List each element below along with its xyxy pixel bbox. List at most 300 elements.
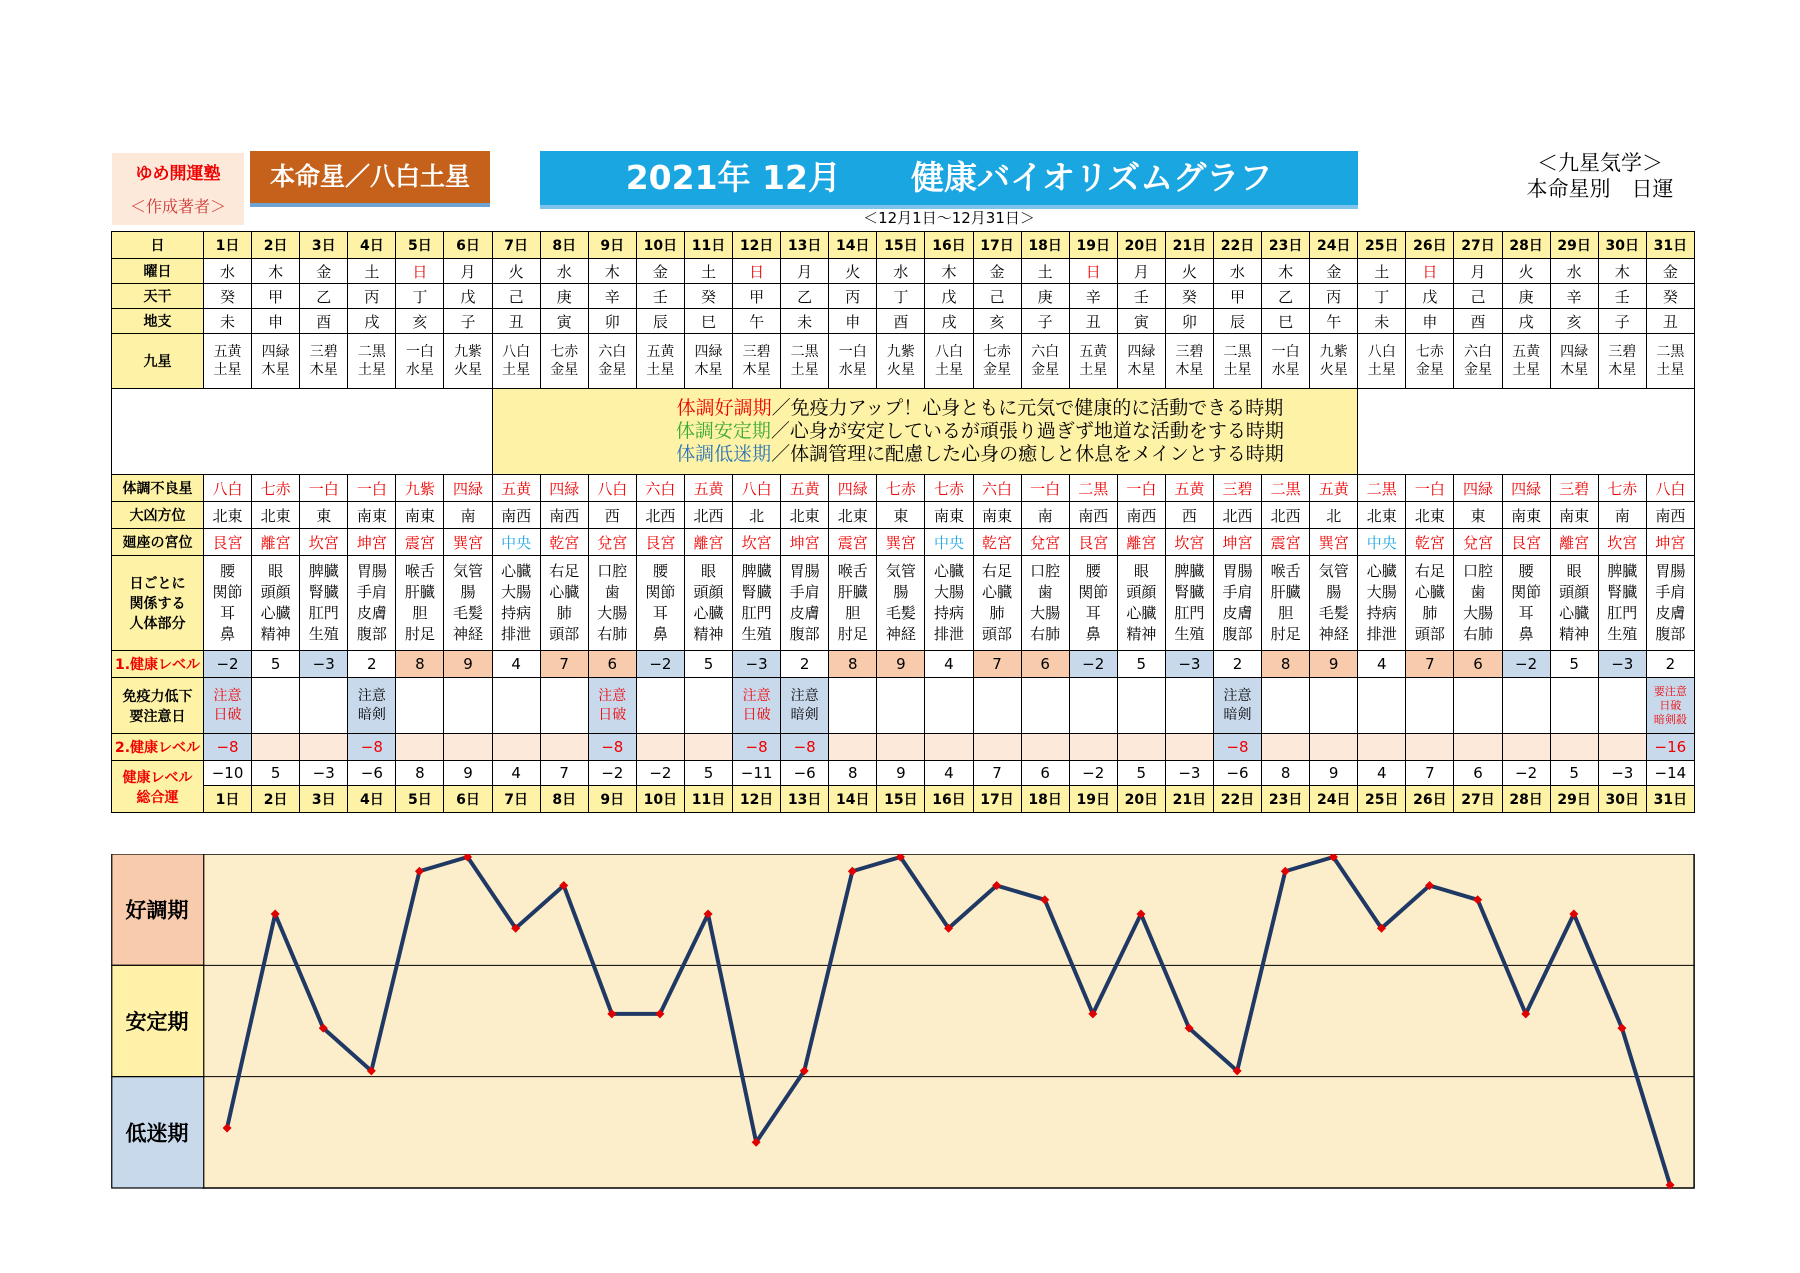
level2-cell bbox=[1502, 734, 1550, 761]
kyusei-cell bbox=[733, 334, 781, 389]
level1-cell: 4 bbox=[1358, 651, 1406, 678]
kyusei-bottom: 水星 bbox=[1271, 362, 1300, 378]
body-part: 大腸 bbox=[1366, 583, 1397, 601]
body-part: 肘足 bbox=[404, 625, 435, 643]
body-part: 鼻 bbox=[1085, 625, 1101, 643]
level1-cell: 9 bbox=[444, 651, 492, 678]
chishi-cell: 丑 bbox=[1646, 309, 1694, 334]
level1-cell: −2 bbox=[204, 651, 252, 678]
kyusei-top: 五黄 bbox=[646, 344, 675, 360]
day-footer: 3日 bbox=[300, 786, 348, 813]
total-cell: 8 bbox=[829, 761, 877, 786]
total-cell: 8 bbox=[1262, 761, 1310, 786]
row-label-level1: 1.健康レベル bbox=[112, 651, 204, 678]
day-header: 5日 bbox=[396, 232, 444, 259]
kyusei-top: 六白 bbox=[1463, 344, 1492, 360]
kyusei-bottom: 土星 bbox=[213, 362, 242, 378]
body-part-cell bbox=[444, 556, 492, 651]
chishi-cell: 申 bbox=[829, 309, 877, 334]
kyusei-cell bbox=[396, 334, 444, 389]
direction-cell: 北西 bbox=[1262, 502, 1310, 529]
day-header: 11日 bbox=[684, 232, 732, 259]
chishi-cell: 寅 bbox=[1117, 309, 1165, 334]
body-part-cell bbox=[636, 556, 684, 651]
body-part: 腸 bbox=[1326, 583, 1342, 601]
total-cell: 4 bbox=[1358, 761, 1406, 786]
kyusei-top: 二黒 bbox=[790, 344, 819, 360]
data-grid bbox=[111, 231, 1695, 813]
body-part: 生殖 bbox=[1607, 625, 1638, 643]
day-footer: 29日 bbox=[1550, 786, 1598, 813]
weekday-cell: 土 bbox=[1021, 259, 1069, 284]
bad-star-cell: 五黄 bbox=[1165, 475, 1213, 502]
weekday-cell: 木 bbox=[1262, 259, 1310, 284]
body-part: 肛門 bbox=[741, 604, 772, 622]
body-part: 精神 bbox=[260, 625, 291, 643]
immunity-cell bbox=[973, 678, 1021, 734]
body-part: 肛門 bbox=[1174, 604, 1205, 622]
level1-cell: −3 bbox=[300, 651, 348, 678]
legend-term: 体調安定期 bbox=[675, 420, 771, 442]
body-part-cell bbox=[396, 556, 444, 651]
day-footer: 4日 bbox=[348, 786, 396, 813]
kyusei-cell bbox=[1213, 334, 1261, 389]
kyusei-cell bbox=[1021, 334, 1069, 389]
direction-cell: 西 bbox=[588, 502, 636, 529]
palace-cell: 乾宮 bbox=[1406, 529, 1454, 556]
kyusei-bottom: 土星 bbox=[646, 362, 675, 378]
body-part: 喉舌 bbox=[837, 562, 868, 580]
weekday-cell: 木 bbox=[1598, 259, 1646, 284]
tenkan-cell: 甲 bbox=[252, 284, 300, 309]
immunity-cell: 注意 暗剣 bbox=[348, 678, 396, 734]
body-part: 腰 bbox=[652, 562, 668, 580]
level1-cell: 7 bbox=[540, 651, 588, 678]
chishi-cell: 午 bbox=[733, 309, 781, 334]
total-cell: 6 bbox=[1454, 761, 1502, 786]
kyusei-top: 二黒 bbox=[1223, 344, 1252, 360]
palace-cell: 坤宮 bbox=[781, 529, 829, 556]
chishi-cell: 辰 bbox=[636, 309, 684, 334]
weekday-cell: 土 bbox=[348, 259, 396, 284]
immunity-cell bbox=[1069, 678, 1117, 734]
body-part: 胃腸 bbox=[789, 562, 820, 580]
level2-cell bbox=[492, 734, 540, 761]
kyusei-cell bbox=[1646, 334, 1694, 389]
day-footer: 15日 bbox=[877, 786, 925, 813]
body-part: 精神 bbox=[693, 625, 724, 643]
kyusei-bottom: 木星 bbox=[1608, 362, 1637, 378]
kyusei-top: 一白 bbox=[1271, 344, 1300, 360]
body-part: 関節 bbox=[212, 583, 243, 601]
body-part: 皮膚 bbox=[1222, 604, 1253, 622]
body-part-cell bbox=[1262, 556, 1310, 651]
bad-star-cell: 七赤 bbox=[925, 475, 973, 502]
weekday-cell: 金 bbox=[1646, 259, 1694, 284]
body-part: 心臓 bbox=[693, 604, 724, 622]
chishi-cell: 子 bbox=[1021, 309, 1069, 334]
tenkan-cell: 壬 bbox=[1598, 284, 1646, 309]
day-header: 22日 bbox=[1213, 232, 1261, 259]
kyusei-top: 一白 bbox=[838, 344, 867, 360]
body-part: 腎臓 bbox=[1607, 583, 1638, 601]
kyusei-top: 七赤 bbox=[1415, 344, 1444, 360]
total-cell: −2 bbox=[636, 761, 684, 786]
bad-star-cell: 八白 bbox=[588, 475, 636, 502]
kyusei-bottom: 土星 bbox=[1223, 362, 1252, 378]
day-footer: 11日 bbox=[684, 786, 732, 813]
weekday-cell: 日 bbox=[733, 259, 781, 284]
direction-cell: 南西 bbox=[492, 502, 540, 529]
weekday-cell: 月 bbox=[1454, 259, 1502, 284]
body-part: 頭部 bbox=[549, 625, 580, 643]
body-part: 手肩 bbox=[1655, 583, 1686, 601]
day-footer: 27日 bbox=[1454, 786, 1502, 813]
day-header: 23日 bbox=[1262, 232, 1310, 259]
body-part: 心臓 bbox=[1126, 604, 1157, 622]
bad-star-cell: 一白 bbox=[1117, 475, 1165, 502]
tenkan-cell: 乙 bbox=[1262, 284, 1310, 309]
direction-cell: 北 bbox=[1310, 502, 1358, 529]
body-part-cell bbox=[1165, 556, 1213, 651]
legend-item bbox=[603, 420, 1358, 443]
body-part-cell bbox=[300, 556, 348, 651]
level1-cell: 2 bbox=[781, 651, 829, 678]
bad-star-cell: 四緑 bbox=[1502, 475, 1550, 502]
level2-cell bbox=[684, 734, 732, 761]
kyusei-cell bbox=[636, 334, 684, 389]
kyusei-cell bbox=[1598, 334, 1646, 389]
level1-cell: −3 bbox=[733, 651, 781, 678]
body-part: 肺 bbox=[556, 604, 572, 622]
kyusei-box bbox=[1500, 150, 1700, 202]
kyusei-top: 二黒 bbox=[357, 344, 386, 360]
kyusei-top: 五黄 bbox=[1079, 344, 1108, 360]
weekday-cell: 金 bbox=[300, 259, 348, 284]
palace-cell: 艮宮 bbox=[1502, 529, 1550, 556]
kyusei-cell bbox=[204, 334, 252, 389]
direction-cell: 南 bbox=[1598, 502, 1646, 529]
level2-cell bbox=[829, 734, 877, 761]
kyusei-cell bbox=[348, 334, 396, 389]
chishi-cell: 戌 bbox=[1502, 309, 1550, 334]
bad-star-cell: 一白 bbox=[348, 475, 396, 502]
body-part: 心臓 bbox=[1366, 562, 1397, 580]
bad-star-cell: 三碧 bbox=[1550, 475, 1598, 502]
chishi-cell: 申 bbox=[252, 309, 300, 334]
tenkan-cell: 甲 bbox=[1213, 284, 1261, 309]
body-part: 大腸 bbox=[1462, 604, 1493, 622]
body-part: 心臓 bbox=[260, 604, 291, 622]
palace-cell: 艮宮 bbox=[204, 529, 252, 556]
direction-cell: 北東 bbox=[1406, 502, 1454, 529]
body-part: 頭部 bbox=[1414, 625, 1445, 643]
kyusei-bottom: 木星 bbox=[742, 362, 771, 378]
body-part: 心臓 bbox=[1559, 604, 1590, 622]
tenkan-cell: 戊 bbox=[1406, 284, 1454, 309]
palace-cell: 坎宮 bbox=[300, 529, 348, 556]
body-part: 腸 bbox=[460, 583, 476, 601]
row-label-part: 関係する bbox=[129, 596, 186, 612]
kyusei-bottom: 金星 bbox=[598, 362, 627, 378]
body-part-cell bbox=[925, 556, 973, 651]
day-footer: 18日 bbox=[1021, 786, 1069, 813]
day-footer: 31日 bbox=[1646, 786, 1694, 813]
bad-star-cell: 二黒 bbox=[1069, 475, 1117, 502]
level2-cell bbox=[877, 734, 925, 761]
immunity-cell bbox=[1358, 678, 1406, 734]
day-footer: 1日 bbox=[204, 786, 252, 813]
body-part: 大腸 bbox=[501, 583, 532, 601]
chishi-cell: 寅 bbox=[540, 309, 588, 334]
weekday-cell: 月 bbox=[444, 259, 492, 284]
body-part: 心臓 bbox=[933, 562, 964, 580]
kyusei-bottom: 金星 bbox=[1415, 362, 1444, 378]
honmei-badge: 本命星／八白土星 bbox=[250, 151, 490, 207]
total-cell: 7 bbox=[540, 761, 588, 786]
bad-star-cell: 一白 bbox=[1021, 475, 1069, 502]
kyusei-cell bbox=[1069, 334, 1117, 389]
row-label-part: 人体部分 bbox=[129, 616, 186, 632]
body-part: 鼻 bbox=[220, 625, 236, 643]
body-part: 胆 bbox=[412, 604, 428, 622]
palace-cell: 兌宮 bbox=[588, 529, 636, 556]
tenkan-cell: 乙 bbox=[300, 284, 348, 309]
immunity-cell bbox=[684, 678, 732, 734]
kyusei-bottom: 金星 bbox=[1463, 362, 1492, 378]
direction-cell: 東 bbox=[877, 502, 925, 529]
kyusei-bottom: 火星 bbox=[886, 362, 915, 378]
immunity-cell bbox=[1598, 678, 1646, 734]
kyusei-top: 二黒 bbox=[1656, 344, 1685, 360]
level1-cell: −2 bbox=[1502, 651, 1550, 678]
body-part: 気管 bbox=[453, 562, 484, 580]
day-header: 21日 bbox=[1165, 232, 1213, 259]
immunity-cell bbox=[1165, 678, 1213, 734]
direction-cell: 南東 bbox=[1502, 502, 1550, 529]
immunity-cell bbox=[1454, 678, 1502, 734]
chishi-cell: 酉 bbox=[300, 309, 348, 334]
day-header: 26日 bbox=[1406, 232, 1454, 259]
body-part: 肘足 bbox=[1270, 625, 1301, 643]
immunity-cell bbox=[1262, 678, 1310, 734]
immunity-cell bbox=[829, 678, 877, 734]
body-part: 腹部 bbox=[1655, 625, 1686, 643]
level2-cell bbox=[300, 734, 348, 761]
palace-cell: 離宮 bbox=[684, 529, 732, 556]
body-part: 持病 bbox=[501, 604, 532, 622]
direction-cell: 南西 bbox=[540, 502, 588, 529]
body-part-cell bbox=[1069, 556, 1117, 651]
bad-star-cell: 四緑 bbox=[1454, 475, 1502, 502]
kyusei-cell bbox=[877, 334, 925, 389]
bad-star-cell: 一白 bbox=[300, 475, 348, 502]
day-header: 13日 bbox=[781, 232, 829, 259]
level1-cell: 6 bbox=[1454, 651, 1502, 678]
bad-star-cell: 八白 bbox=[733, 475, 781, 502]
body-part-cell bbox=[1310, 556, 1358, 651]
body-part: 肛門 bbox=[308, 604, 339, 622]
level2-cell bbox=[925, 734, 973, 761]
day-header: 3日 bbox=[300, 232, 348, 259]
tenkan-cell: 丙 bbox=[829, 284, 877, 309]
palace-cell: 坎宮 bbox=[1598, 529, 1646, 556]
body-part: 眼 bbox=[1566, 562, 1582, 580]
body-part: 精神 bbox=[1126, 625, 1157, 643]
level1-cell: 9 bbox=[877, 651, 925, 678]
total-cell: −6 bbox=[348, 761, 396, 786]
immunity-cell bbox=[396, 678, 444, 734]
day-footer: 16日 bbox=[925, 786, 973, 813]
body-part: 歯 bbox=[604, 583, 620, 601]
body-part: 神経 bbox=[1318, 625, 1349, 643]
kyusei-bottom: 土星 bbox=[1367, 362, 1396, 378]
day-footer: 22日 bbox=[1213, 786, 1261, 813]
immunity-cell bbox=[1502, 678, 1550, 734]
level1-cell: 4 bbox=[492, 651, 540, 678]
kyusei-top: 七赤 bbox=[550, 344, 579, 360]
body-part-cell bbox=[1021, 556, 1069, 651]
total-cell: 9 bbox=[444, 761, 492, 786]
level1-cell: 2 bbox=[1213, 651, 1261, 678]
level1-cell: 5 bbox=[252, 651, 300, 678]
total-cell: −3 bbox=[1598, 761, 1646, 786]
body-part: 腹部 bbox=[1222, 625, 1253, 643]
level1-cell: 8 bbox=[829, 651, 877, 678]
body-part: 腹部 bbox=[789, 625, 820, 643]
kyusei-cell bbox=[781, 334, 829, 389]
level1-cell: 7 bbox=[973, 651, 1021, 678]
day-header: 17日 bbox=[973, 232, 1021, 259]
chishi-cell: 卯 bbox=[1165, 309, 1213, 334]
direction-cell: 西 bbox=[1165, 502, 1213, 529]
body-part: 胃腸 bbox=[1222, 562, 1253, 580]
direction-cell: 北東 bbox=[829, 502, 877, 529]
body-part: 腰 bbox=[220, 562, 236, 580]
kyusei-top: 六白 bbox=[1031, 344, 1060, 360]
level1-cell: −3 bbox=[1598, 651, 1646, 678]
body-part: 頭顔 bbox=[260, 583, 291, 601]
kyusei-top: 九紫 bbox=[454, 344, 483, 360]
immunity-cell bbox=[925, 678, 973, 734]
tenkan-cell: 戊 bbox=[925, 284, 973, 309]
immunity-cell bbox=[300, 678, 348, 734]
row-label-chishi: 地支 bbox=[112, 309, 204, 334]
palace-cell: 兌宮 bbox=[1021, 529, 1069, 556]
level2-cell bbox=[1358, 734, 1406, 761]
kyusei-top: 三碧 bbox=[1175, 344, 1204, 360]
kyusei-cell bbox=[1550, 334, 1598, 389]
level1-cell: 5 bbox=[684, 651, 732, 678]
total-cell: −2 bbox=[588, 761, 636, 786]
chishi-cell: 亥 bbox=[396, 309, 444, 334]
body-part: 胆 bbox=[845, 604, 861, 622]
tenkan-cell: 乙 bbox=[781, 284, 829, 309]
body-part: 関節 bbox=[1078, 583, 1109, 601]
total-cell: 8 bbox=[396, 761, 444, 786]
legend-term: 体調低迷期 bbox=[676, 443, 772, 465]
immunity-cell bbox=[1406, 678, 1454, 734]
body-part: 手肩 bbox=[1222, 583, 1253, 601]
immunity-cell bbox=[252, 678, 300, 734]
body-part: 胃腸 bbox=[1655, 562, 1686, 580]
immunity-cell bbox=[1117, 678, 1165, 734]
palace-cell: 坎宮 bbox=[733, 529, 781, 556]
day-footer: 14日 bbox=[829, 786, 877, 813]
author-role: ＜作成著者＞ bbox=[129, 197, 226, 216]
chishi-cell: 酉 bbox=[877, 309, 925, 334]
row-label-kyusei: 九星 bbox=[112, 334, 204, 389]
weekday-cell: 木 bbox=[925, 259, 973, 284]
chishi-cell: 巳 bbox=[684, 309, 732, 334]
level2-cell bbox=[1069, 734, 1117, 761]
palace-cell: 坤宮 bbox=[1646, 529, 1694, 556]
body-part-cell bbox=[1117, 556, 1165, 651]
bad-star-cell: 五黄 bbox=[684, 475, 732, 502]
body-part: 耳 bbox=[220, 604, 236, 622]
kyusei-bottom: 土星 bbox=[357, 362, 386, 378]
tenkan-cell: 壬 bbox=[636, 284, 684, 309]
day-header: 9日 bbox=[588, 232, 636, 259]
body-part: 毛髪 bbox=[1318, 604, 1349, 622]
palace-cell: 巽宮 bbox=[1310, 529, 1358, 556]
legend-term: 体調好調期 bbox=[676, 397, 772, 419]
body-part: 生殖 bbox=[1174, 625, 1205, 643]
chishi-cell: 巳 bbox=[1262, 309, 1310, 334]
total-cell: 7 bbox=[973, 761, 1021, 786]
body-part-cell bbox=[1213, 556, 1261, 651]
bad-star-cell: 八白 bbox=[1646, 475, 1694, 502]
body-part: 歯 bbox=[1470, 583, 1486, 601]
kyusei-cell bbox=[1502, 334, 1550, 389]
level2-cell bbox=[1310, 734, 1358, 761]
body-part: 脾臓 bbox=[741, 562, 772, 580]
bad-star-cell: 五黄 bbox=[492, 475, 540, 502]
body-part: 肺 bbox=[1422, 604, 1438, 622]
body-part-cell bbox=[973, 556, 1021, 651]
chishi-cell: 酉 bbox=[1454, 309, 1502, 334]
weekday-cell: 日 bbox=[1406, 259, 1454, 284]
day-header: 29日 bbox=[1550, 232, 1598, 259]
palace-cell: 震宮 bbox=[396, 529, 444, 556]
palace-cell: 艮宮 bbox=[1069, 529, 1117, 556]
kyusei-bottom: 木星 bbox=[261, 362, 290, 378]
day-footer: 23日 bbox=[1262, 786, 1310, 813]
kyusei-top: 五黄 bbox=[213, 344, 242, 360]
body-part: 眼 bbox=[700, 562, 716, 580]
day-header: 2日 bbox=[252, 232, 300, 259]
level2-cell: −8 bbox=[733, 734, 781, 761]
tenkan-cell: 丙 bbox=[1310, 284, 1358, 309]
kyusei-top: 九紫 bbox=[1319, 344, 1348, 360]
bad-star-cell: 五黄 bbox=[781, 475, 829, 502]
weekday-cell: 金 bbox=[973, 259, 1021, 284]
level2-cell: −16 bbox=[1646, 734, 1694, 761]
kyusei-top: 三碧 bbox=[309, 344, 338, 360]
level1-cell: 4 bbox=[925, 651, 973, 678]
immunity-cell bbox=[1550, 678, 1598, 734]
kyusei-bottom: 土星 bbox=[934, 362, 963, 378]
body-part: 脾臓 bbox=[1607, 562, 1638, 580]
tenkan-cell: 己 bbox=[973, 284, 1021, 309]
day-footer: 26日 bbox=[1406, 786, 1454, 813]
tenkan-cell: 辛 bbox=[1069, 284, 1117, 309]
day-header: 18日 bbox=[1021, 232, 1069, 259]
direction-cell: 南東 bbox=[973, 502, 1021, 529]
chishi-cell: 子 bbox=[444, 309, 492, 334]
day-footer: 13日 bbox=[781, 786, 829, 813]
day-footer: 2日 bbox=[252, 786, 300, 813]
